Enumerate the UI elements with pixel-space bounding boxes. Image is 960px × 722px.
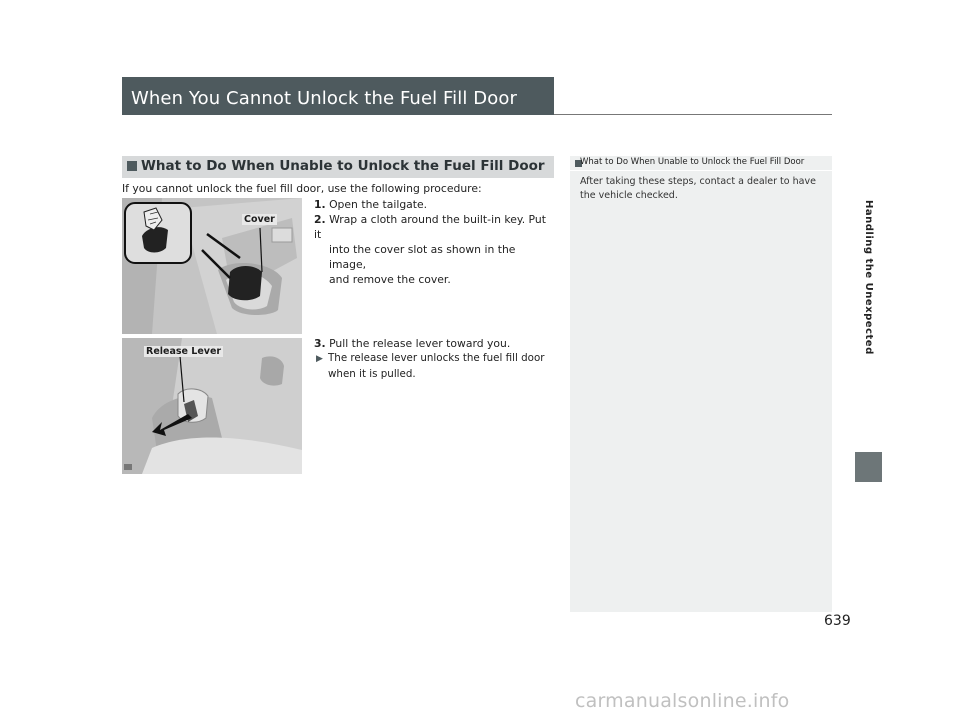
sidebar-divider — [570, 170, 832, 171]
intro-text: If you cannot unlock the fuel fill door, use the following procedure: — [122, 182, 482, 195]
release-lever-illustration — [122, 338, 302, 474]
step-1-number: 1. — [314, 198, 326, 211]
chapter-tab-block — [855, 452, 882, 482]
watermark: carmanualsonline.info — [575, 690, 790, 712]
square-bullet-icon — [127, 161, 137, 171]
chapter-tab-label: Handling the Unexpected — [863, 200, 874, 355]
sidebar-heading: What to Do When Unable to Unlock the Fuel Fill Door — [580, 157, 805, 167]
sidebar-panel — [570, 156, 832, 612]
page-number: 639 — [824, 613, 851, 629]
step-2-line-1: Wrap a cloth around the built-in key. Put it — [314, 213, 546, 241]
step-1-text: Open the tailgate. — [329, 198, 428, 211]
step-3 — [314, 336, 554, 351]
step-3-number: 3. — [314, 337, 326, 350]
figure-release-lever — [122, 338, 302, 474]
arrow-right-icon: ▶ — [316, 354, 323, 364]
page-title: When You Cannot Unlock the Fuel Fill Door — [131, 88, 517, 109]
title-rule — [554, 114, 832, 115]
sidebar-body: After taking these steps, contact a dealer to have the vehicle checked. — [580, 176, 816, 201]
section-heading: What to Do When Unable to Unlock the Fuel Fill Door — [141, 158, 545, 174]
release-lever-callout: Release Lever — [146, 346, 222, 357]
step-2-line-2: into the cover slot as shown in the image, — [329, 243, 516, 271]
step-2 — [314, 212, 554, 287]
substep — [316, 351, 556, 382]
substep-line-2: when it is pulled. — [328, 368, 416, 380]
step-2-line-3: and remove the cover. — [329, 273, 451, 286]
cover-callout: Cover — [244, 214, 275, 225]
substep-line-1: The release lever unlocks the fuel fill door — [328, 352, 545, 364]
step-1 — [314, 197, 554, 212]
step-2-number: 2. — [314, 213, 326, 226]
step-3-text: Pull the release lever toward you. — [329, 337, 511, 350]
